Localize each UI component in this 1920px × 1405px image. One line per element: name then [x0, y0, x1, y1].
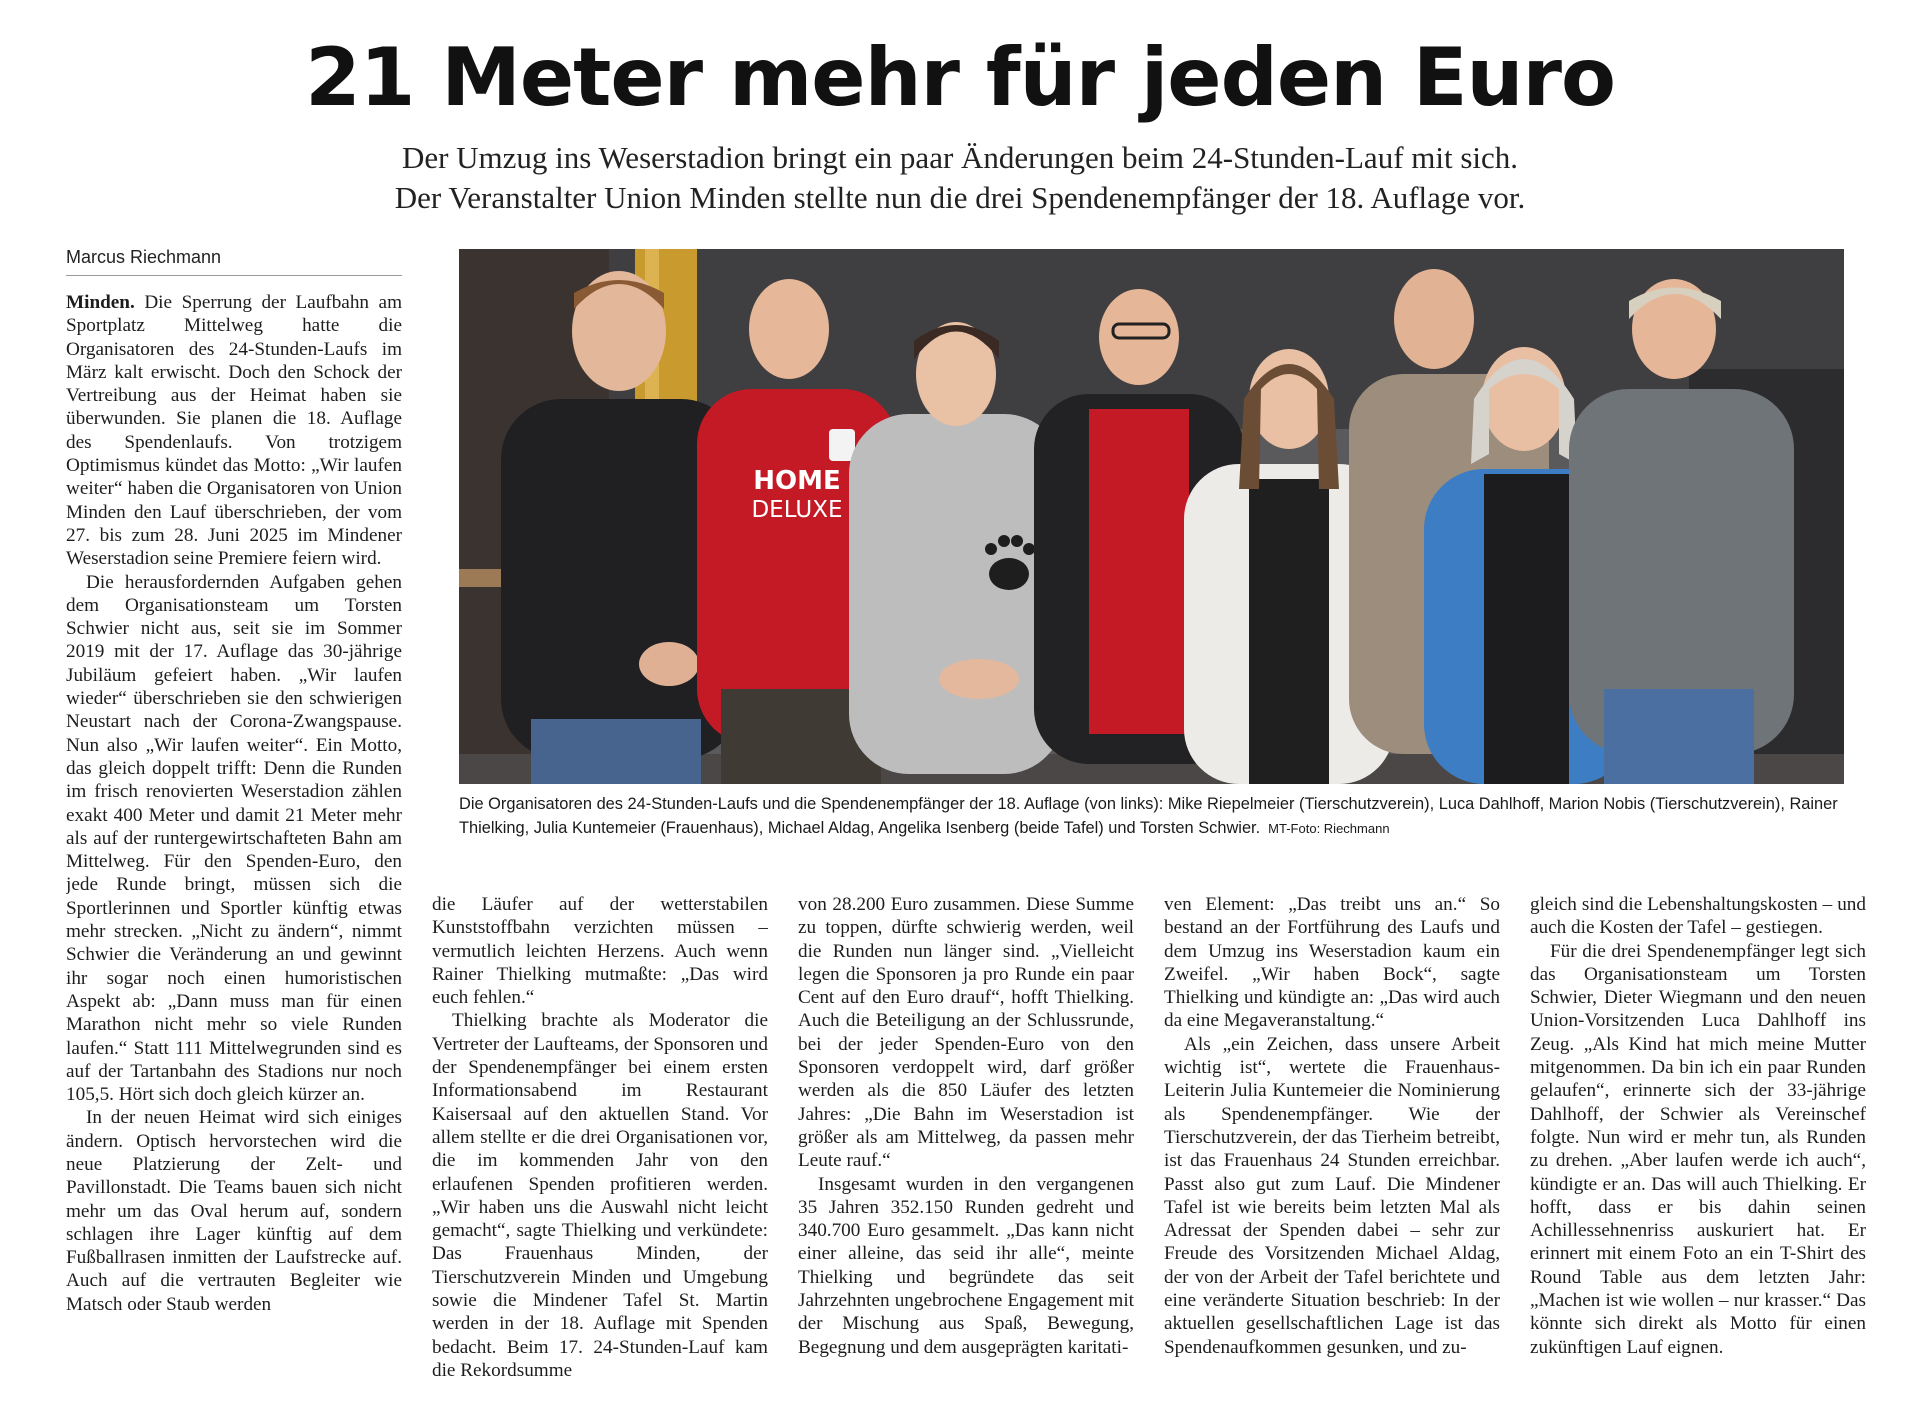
paragraph: Thielking brachte als Moderator die Vertreter der Laufteams, der Sponsoren und der Spendenempfänger bei einem ersten Informationsabend im Restaurant Kaisersaal auf den aktuellen Stand. Vor allem stellte er die drei Organisationen vor, die im kommenden Jahr von den erlaufenen Spenden profitieren werden. „Wir haben uns die Auswahl nicht leicht gemacht“, sagte Thielking und verkündete: Das Frauenhaus Minden, der Tierschutzverein Minden und Umgebung sowie die Mindener Tafel St. Martin werden in der 18. Auflage mit Spenden bedacht. Beim 17. 24-Stunden-Lauf kam die Rekordsumme — [432, 1010, 768, 1381]
paragraph: Als „ein Zeichen, dass unsere Arbeit wichtig ist“, wertete die Frauenhaus-Leiterin Julia Kuntemeier die Nominierung als Spendenempfänger. Wie der Tierschutzverein, der das Tierheim betreibt, ist das Frauenhaus 24 Stunden erreichbar. Passt also gut zum Lauf. Die Mindener Tafel ist wie bereits beim letzten Mal als Adressat der Spenden dabei – sehr zur Freude des Vorsitzenden Michael Aldag, der von der Arbeit der Tafel berichtete und eine veränderte Situation beschrieb: In der aktuellen gesellschaftlichen Lage ist das Spendenaufkommen gesunken, und zu- — [1164, 1033, 1500, 1358]
group-photo-illustration — [459, 249, 1844, 784]
club-badge-icon — [829, 429, 855, 461]
article-column-5 — [1530, 893, 1866, 1385]
photo-caption — [459, 792, 1844, 841]
subheadline-line-2: Der Veranstalter Union Minden stellte nun die drei Spendenempfänger der 18. Auflage vor. — [394, 180, 1526, 215]
article-column-2 — [432, 893, 768, 1385]
dateline: Minden. — [66, 292, 135, 313]
article-column-3 — [798, 893, 1134, 1385]
paragraph — [66, 291, 402, 571]
paragraph: Die herausfordernden Aufgaben gehen dem Organisationsteam um Torsten Schwier nicht aus, seit sie im Sommer 2019 mit der 17. Auflage das 30-jährige Jubiläum gefeiert haben. „Wir laufen wieder“ überschrieben sie den schwierigen Neustart nach der Corona-Zwangspause. Nun also „Wir laufen weiter“. Ein Motto, das gleich doppelt trifft: Denn die Runden im frisch renovierten Weserstadion zählen exakt 400 Meter und damit 21 Meter mehr als auf der runtergewirtschafteten Bahn am Mittelweg. Für den Spenden-Euro, den jede Runde bringt, müssen sich die Sportlerinnen und Sportler künftig etwas mehr strecken. „Nicht zu ändern“, nimmt Schwier die Veränderung an und gewinnt ihr sogar noch einen humoristischen Aspekt ab: „Dann muss man für einen Marathon nicht mehr so viele Runden laufen.“ Statt 111 Mittelwegrunden sind es auf der Tartanbahn des Stadions nur noch 105,5. Hört sich doch gleich kürzer an. — [66, 571, 402, 1106]
paragraph: ven Element: „Das treibt uns an.“ So bestand an der Fortführung des Laufs und dem Umzug ins Weserstadion kaum ein Zweifel. „Wir haben Bock“, sagte Thielking und kündigte an: „Das wird auch da eine Megaveranstaltung.“ — [1164, 894, 1500, 1032]
article-column-4 — [1164, 893, 1500, 1385]
paragraph: gleich sind die Lebenshaltungskosten – und auch die Kosten der Tafel – gestiegen. — [1530, 894, 1866, 939]
paragraph: von 28.200 Euro zusammen. Diese Summe zu toppen, dürfte schwierig werden, weil die Runden nun länger sind. „Vielleicht legen die Sponsoren ja pro Runde ein paar Cent auf den Euro drauf“, hofft Thielking. Auch die Beteiligung an der Schlussrunde, bei der jeder Spenden-Euro von den Sponsoren verdoppelt wird, darf größer werden als die 850 Läufer des letzten Jahres: „Die Bahn im Weserstadion ist größer als am Mittelweg, da passen mehr Leute rauf.“ — [798, 894, 1134, 1172]
headline: 21 Meter mehr für jeden Euro — [305, 31, 1615, 124]
caption-text: Die Organisatoren des 24-Stunden-Laufs und die Spendenempfänger der 18. Auflage (von links): Mike Riepelmeier (Tierschutzverein), Luca Dahlhoff, Marion Nobis (Tierschutzverein), Rainer Thielking, Julia Kuntemeier (Frauenhaus), Michael Aldag, Angelika Isenberg (beide Tafel) und Torsten Schwier. — [459, 795, 1838, 837]
photo-credit: MT-Foto: Riechmann — [1268, 821, 1390, 836]
subheadline — [240, 138, 1680, 218]
shirt-text-home: HOME — [753, 466, 841, 496]
article-column-1 — [66, 291, 402, 1385]
paragraph: In der neuen Heimat wird sich einiges ändern. Optisch hervorstechen wird die neue Platzierung der Zelt- und Pavillonstadt. Die Teams bauen sich nicht mehr um das Oval herum auf, sondern schlagen ihre Lager künftig auf dem Fußballrasen inmitten der Laufstrecke auf. Auch auf die vertrauten Begleiter wie Matsch oder Staub werden — [66, 1107, 402, 1315]
subheadline-line-1: Der Umzug ins Weserstadion bringt ein paar Änderungen beim 24-Stunden-Lauf mit sich. — [401, 140, 1519, 175]
group-photo — [459, 249, 1844, 784]
paragraph: Insgesamt wurden in den vergangenen 35 Jahren 352.150 Runden gedreht und 340.700 Euro gesammelt. „Das kann nicht einer alleine, das seid ihr alle“, meinte Thielking und begründete das seit Jahrzehnten ungebrochene Engagement mit der Mischung aus Spaß, Bewegung, Begegnung und dem ausgeprägten karitati- — [798, 1173, 1134, 1358]
shirt-text-deluxe: DELUXE — [751, 497, 843, 523]
paragraph: die Läufer auf der wetterstabilen Kunststoffbahn verzichten müssen – vermutlich leichten Herzens. Auch wenn Rainer Thielking mutmaßte: „Das wird euch fehlen.“ — [432, 894, 768, 1009]
paragraph: Für die drei Spendenempfänger legt sich das Organisationsteam um Torsten Schwier, Dieter Wiegmann und den neuen Union-Vorsitzenden Luca Dahlhoff ins Zeug. „Als Kind hat mich meine Mutter mitgenommen. Da bin ich ein paar Runden gelaufen“, erinnerte sich der 33-jährige Dahlhoff, der Schwier als Vereinschef folgte. Nun wird er mehr tun, als Runden zu drehen. „Aber laufen werde ich auch“, kündigte er an. Das will auch Thielking. Er hofft, dass er bis dahin seinen Achillessehnenriss auskuriert hat. Er erinnert mit einem Foto an ein T-Shirt des Round Table aus dem letzten Jahr: „Machen ist wie wollen – nur krasser.“ Das könnte sich direkt als Motto für einen zukünftigen Lauf eignen. — [1530, 940, 1866, 1358]
byline: Marcus Riechmann — [66, 245, 402, 276]
paragraph-text: Die Sperrung der Laufbahn am Sportplatz Mittelweg hatte die Organisatoren des 24-Stunden-Laufs im März kalt erwischt. Doch den Schock der Vertreibung aus der Heimat haben sie überwunden. Sie planen die 18. Auflage des Spendenlaufs. Von trotzigem Optimismus kündet das Motto: „Wir laufen weiter“ haben die Organisatoren von Union Minden den Lauf überschrieben, der vom 27. bis zum 28. Juni 2025 im Mindener Weserstadion seine Premiere feiern wird. — [66, 292, 402, 570]
